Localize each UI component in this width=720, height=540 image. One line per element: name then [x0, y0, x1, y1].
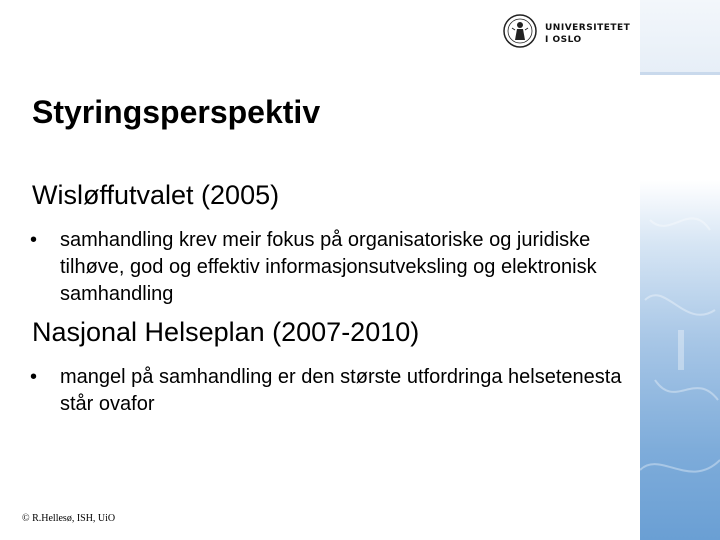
university-logo: [503, 14, 633, 50]
decorative-side-strip: [640, 0, 720, 540]
decorative-blue-image: [640, 180, 720, 540]
section-heading-1: Wisløffutvalet (2005): [32, 180, 280, 210]
decorative-divider: [640, 72, 720, 75]
bullet-symbol: •: [30, 229, 38, 251]
bullet-text: samhandling krev meir fokus på organisatoriske og juridiske tilhøve, god og effektiv informasjonsutveksling og elektronisk samhandling: [60, 229, 597, 305]
logo-text-line1: UNIVERSITETET: [545, 23, 631, 33]
footer-copyright: © R.Hellesø, ISH, UiO: [22, 513, 116, 524]
logo-text-line2: I OSLO: [545, 35, 582, 45]
slide-title: Styringsperspektiv: [32, 94, 321, 130]
bullet-text: mangel på samhandling er den største utfordringa helsetenesta står ovafor: [60, 366, 622, 415]
university-seal-icon: [503, 14, 537, 48]
bullet-symbol: •: [30, 366, 38, 388]
section-heading-2: Nasjonal Helseplan (2007-2010): [32, 317, 420, 347]
bullet-item-2: [30, 364, 630, 418]
bullet-item-1: [30, 227, 630, 308]
decorative-header-image: [640, 0, 720, 75]
